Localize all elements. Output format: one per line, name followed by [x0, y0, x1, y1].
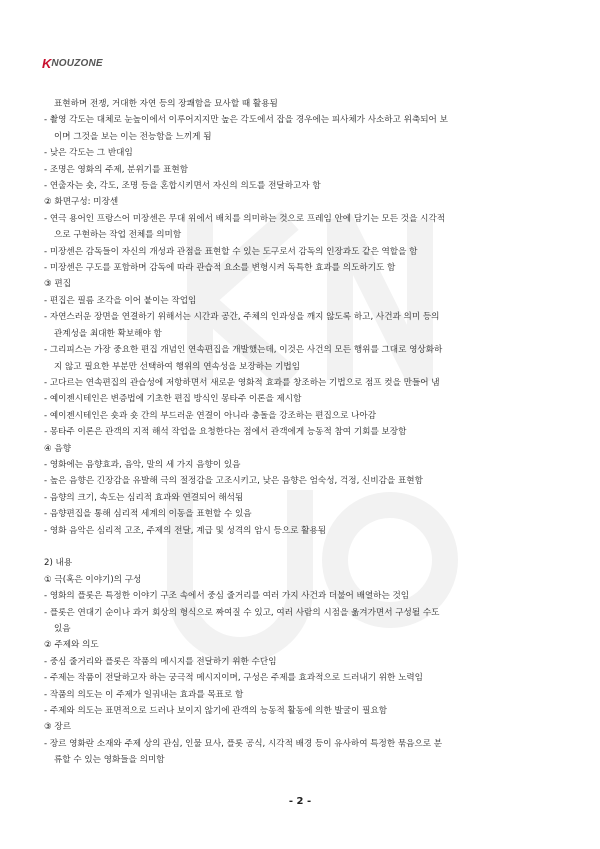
text-line: - 주제는 작품이 전달하고자 하는 궁극적 메시지이며, 구성은 주제를 효과적으로 드러내기 위한 노력임 [44, 673, 423, 684]
text-line: - 플롯은 연대기 순이나 과거 회상의 형식으로 짜여질 수 있고, 여러 사람의 시점을 옮겨가면서 구성될 수도 [44, 607, 440, 618]
text-line: - 조명은 영화의 주제, 분위기를 표현함 [44, 164, 189, 175]
text-line: - 미장센은 구도를 포함하며 감독에 따라 관습적 요소를 변형시켜 독특한 효과를 의도하기도 함 [44, 263, 396, 274]
text-line: 2) 내용 [44, 558, 73, 569]
text-line: - 연출자는 숏, 각도, 조명 등을 혼합시키면서 자신의 의도를 전달하고자 함 [44, 181, 321, 192]
text-line: - 영화의 플롯은 특정한 이야기 구조 속에서 중심 줄거리를 여러 가지 사건과 더불어 배열하는 것임 [44, 591, 410, 602]
page-number: - 2 - [288, 796, 312, 807]
text-line: 표현하며 전쟁, 거대한 자연 등의 장쾌함을 묘사할 때 활용됨 [54, 99, 278, 109]
text-line: ③ 편집 [44, 279, 72, 290]
text-line: 이며 그것을 보는 이는 전능함을 느끼게 됨 [54, 131, 212, 142]
text-line: - 높은 음향은 긴장감을 유발해 극의 절정감을 고조시키고, 낮은 음향은 엄숙성, 걱정, 신비감을 표현함 [44, 476, 423, 487]
text-line: 지 않고 필요한 부분만 선택하여 행위의 연속성을 보장하는 기법임 [54, 361, 300, 372]
text-line: 있음 [54, 623, 71, 634]
text-line: - 주제와 의도는 표면적으로 드러나 보이지 않기에 관객의 능동적 활동에 의한 발굴이 필요함 [44, 706, 388, 717]
text-line: - 장르 영화란 소재와 주제 상의 관심, 인물 묘사, 플롯 공식, 시각적 배경 등이 유사하여 특정한 묶음으로 분 [44, 738, 443, 749]
text-line: ④ 음향 [44, 443, 72, 454]
text-line: - 몽타주 이론은 관객의 지적 해석 작업을 요청한다는 점에서 관객에게 능동적 참여 기회를 보장함 [44, 427, 407, 438]
text-line: - 낮은 각도는 그 반대임 [44, 148, 133, 159]
text-line: - 중심 줄거리와 플롯은 작품의 메시지를 전달하기 위한 수단임 [44, 656, 277, 667]
text-line: - 영화 음악은 심리적 고조, 주제의 전달, 계급 및 성격의 암시 등으로 활용됨 [44, 525, 327, 536]
text-line: - 영화에는 음향효과, 음악, 말의 세 가지 음향이 있음 [44, 459, 241, 470]
text-line: ② 화면구성: 미장센 [44, 197, 119, 208]
text-line: - 미장센은 감독들이 자신의 개성과 관점을 표현할 수 있는 도구로서 감독의 인장과도 같은 역할을 함 [44, 246, 418, 257]
text-line: - 촬영 각도는 대체로 눈높이에서 이루어지지만 높은 각도에서 잡을 경우에는 피사체가 사소하고 위축되어 보 [44, 115, 448, 126]
text-line: - 연극 용어인 프랑스어 미장센은 무대 위에서 배치를 의미하는 것으로 프레임 안에 담기는 모든 것을 시각적 [44, 213, 446, 224]
knouzone-logo [42, 56, 103, 70]
text-line: - 예이젠시테인은 변증법에 기초한 편집 방식인 몽타주 이론을 제시함 [44, 394, 302, 405]
document-body [44, 96, 560, 769]
logo-letter-k: K [42, 55, 52, 71]
text-line: - 음향의 크기, 속도는 심리적 효과와 연결되어 해석됨 [44, 492, 244, 503]
text-line: - 음향편집을 통해 심리적 세계의 이동을 표현할 수 있음 [44, 509, 252, 520]
text-line: - 예이젠시테인은 숏과 숏 간의 부드러운 연결이 아니라 충돌을 강조하는 편집으로 나아감 [44, 410, 377, 421]
text-line: - 고다르는 연속편집의 관습성에 저항하면서 새로운 영화적 효과를 창조하는 기법으로 점프 컷을 만들어 냄 [44, 377, 440, 388]
text-line: 관계성을 최대한 확보해야 함 [54, 328, 162, 339]
text-line: - 편집은 필름 조각을 이어 붙이는 작업임 [44, 295, 197, 306]
text-line: - 자연스러운 장면을 연결하기 위해서는 시간과 공간, 주체의 인과성을 깨지 않도록 하고, 사건과 의미 등의 [44, 312, 440, 323]
text-line: - 그리피스는 가장 중요한 편집 개념인 연속편집을 개발했는데, 이것은 사건의 모든 행위를 그대로 영상화하 [44, 345, 443, 356]
blank-line [44, 539, 560, 555]
text-line: ③ 장르 [44, 722, 72, 733]
text-line: 류할 수 있는 영화들을 의미함 [54, 755, 165, 766]
text-line: ② 주제와 의도 [44, 640, 99, 651]
text-line: ① 극(혹은 이야기)의 구성 [44, 574, 142, 585]
text-line: 으로 구현하는 작업 전체를 의미함 [54, 230, 182, 241]
logo-text: NOUZONE [51, 57, 103, 69]
text-line: - 작품의 의도는 이 주제가 일궈내는 효과를 목표로 함 [44, 689, 244, 700]
